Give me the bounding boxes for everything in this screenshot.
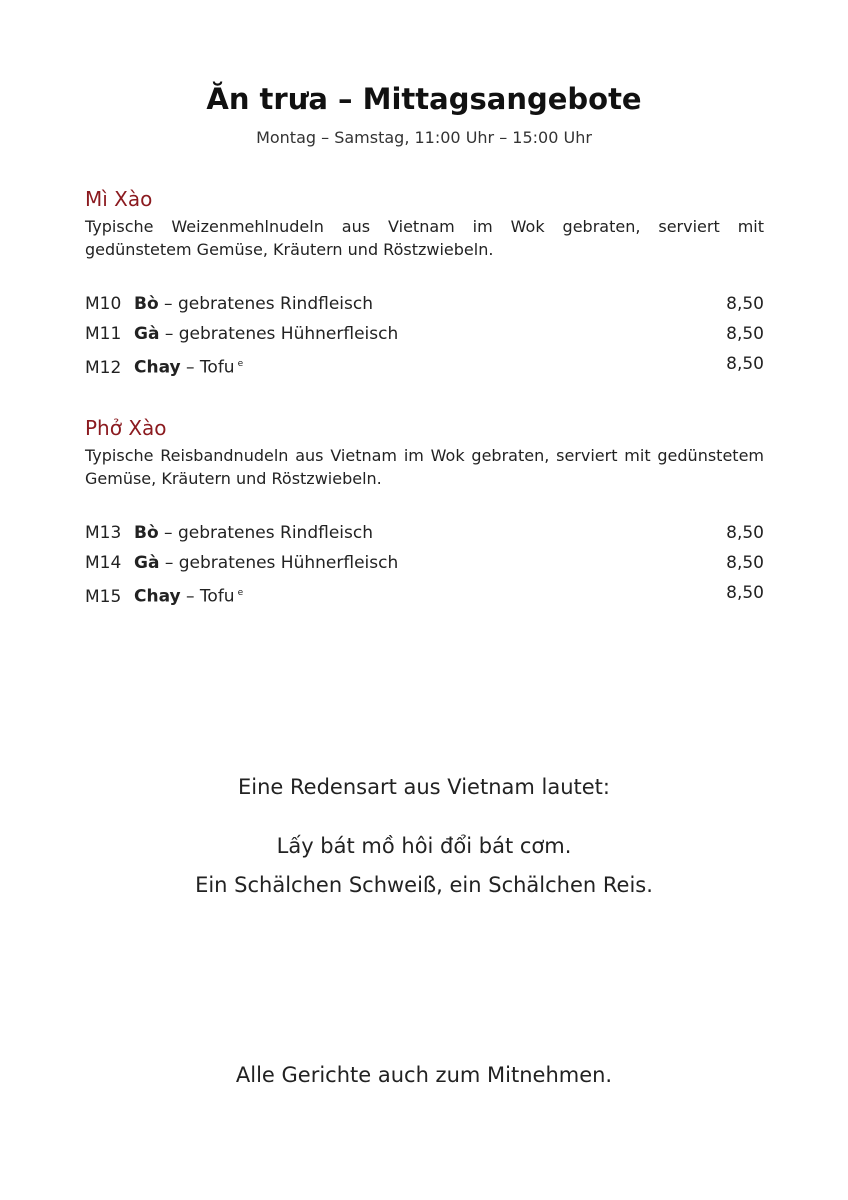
page-title: Ăn trưa – Mittagsangebote (206, 82, 642, 116)
item-code: M10 (85, 294, 122, 314)
takeaway-note: Alle Gerichte auch zum Mitnehmen. (235, 1063, 613, 1087)
menu-section-pho-xao (85, 414, 764, 608)
section-description: Typische Weizenmehlnudeln aus Vietnam im Wok gebraten, serviert mit gedünstetem Gemüse, Kräutern und Röstzwiebeln. (85, 217, 764, 259)
item-price: 8,50 (726, 583, 764, 603)
item-price: 8,50 (726, 294, 764, 314)
section-title: Mì Xào (85, 187, 153, 211)
item-name: Gà (134, 324, 160, 344)
item-code: M14 (85, 553, 122, 573)
allergen-note: e (237, 588, 244, 598)
item-price: 8,50 (726, 354, 764, 374)
item-name: Chay (134, 357, 181, 378)
item-description: – Tofu (180, 357, 235, 378)
menu-item (85, 349, 764, 379)
item-description: – gebratenes Rindfleisch (158, 294, 373, 314)
item-code: M12 (85, 357, 122, 378)
allergen-note: e (237, 359, 244, 369)
menu-item-list (85, 289, 764, 379)
saying-vietnamese: Lấy bát mồ hôi đổi bát cơm. (276, 834, 572, 858)
item-description: – gebratenes Rindfleisch (158, 523, 373, 543)
item-price: 8,50 (726, 523, 764, 543)
item-name: Bò (134, 523, 159, 543)
saying-intro: Eine Redensart aus Vietnam lautet: (238, 775, 610, 799)
item-name: Bò (134, 294, 159, 314)
item-price: 8,50 (726, 553, 764, 573)
menu-item-list (85, 518, 764, 608)
menu-item (85, 578, 764, 608)
section-title: Phở Xào (85, 416, 167, 440)
item-price: 8,50 (726, 324, 764, 344)
item-code: M13 (85, 523, 122, 543)
item-name: Chay (134, 586, 181, 607)
section-description: Typische Reisbandnudeln aus Vietnam im Wok gebraten, serviert mit gedünstetem Gemüse, Kräutern und Röstzwiebeln. (85, 446, 764, 488)
menu-item (85, 548, 764, 578)
menu-section-mi-xao (85, 185, 764, 379)
item-description: – gebratenes Hühnerfleisch (159, 324, 399, 344)
item-description: – Tofu (180, 586, 235, 607)
item-code: M15 (85, 586, 122, 607)
opening-hours: Montag – Samstag, 11:00 Uhr – 15:00 Uhr (256, 128, 592, 147)
menu-item (85, 289, 764, 319)
menu-item (85, 518, 764, 548)
item-description: – gebratenes Hühnerfleisch (159, 553, 399, 573)
saying-german: Ein Schälchen Schweiß, ein Schälchen Reis. (195, 873, 653, 897)
item-name: Gà (134, 553, 160, 573)
item-code: M11 (85, 324, 122, 344)
menu-item (85, 319, 764, 349)
